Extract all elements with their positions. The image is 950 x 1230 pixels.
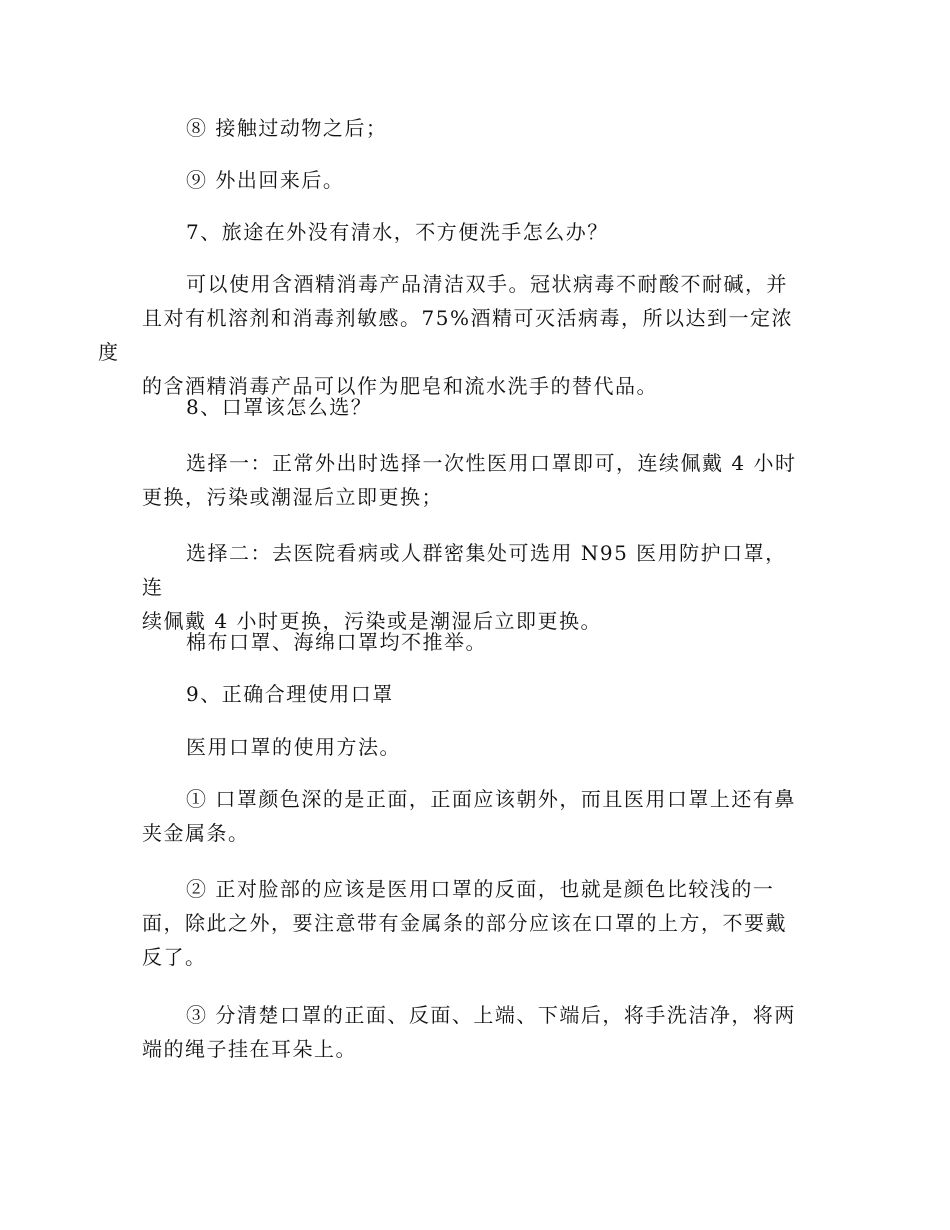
mask-option-one: [142, 446, 802, 514]
answer-paragraph-7: [98, 267, 802, 403]
question-heading-8: [142, 390, 802, 424]
usage-method-intro: [142, 730, 802, 764]
text-line: 更换，污染或潮湿后立即更换；: [142, 485, 443, 509]
mask-not-recommended: [142, 625, 802, 659]
text-line: 棉布口罩、海绵口罩均不推举。: [186, 630, 487, 654]
text-line: 医用口罩的使用方法。: [186, 735, 401, 759]
mask-option-two: [142, 536, 802, 638]
text-line: 8、口罩该怎么选？: [186, 395, 373, 419]
text-line: ② 正对脸部的应该是医用口罩的反面，也就是颜色比较浅的一: [186, 877, 775, 901]
usage-step-2: [142, 872, 802, 974]
text-line: 7、旅途在外没有清水，不方便洗手怎么办？: [186, 220, 609, 244]
list-item-after-touching-animals: [142, 111, 802, 145]
usage-step-1: [142, 782, 802, 850]
text-line: 面，除此之外，要注意带有金属条的部分应该在口罩的上方，不要戴: [142, 911, 787, 935]
text-line: ⑧ 接触过动物之后；: [186, 116, 388, 140]
text-line: ⑨ 外出回来后。: [186, 168, 345, 192]
text-line: 端的绳子挂在耳朵上。: [142, 1037, 357, 1061]
question-heading-9: [142, 677, 802, 711]
question-heading-7: [142, 215, 802, 249]
text-line: 续佩戴 4 小时更换，污染或是潮湿后立即更换。: [142, 609, 602, 633]
text-line: 的含酒精消毒产品可以作为肥皂和流水洗手的替代品。: [142, 374, 658, 398]
usage-step-3: [142, 998, 802, 1066]
text-line: ③ 分清楚口罩的正面、反面、上端、下端后，将手洗洁净，将两: [186, 1003, 796, 1027]
text-line: 选择二：去医院看病或人群密集处可选用 N95 医用防护口罩，连: [142, 541, 787, 599]
text-line: 夹金属条。: [142, 821, 250, 845]
text-line: 选择一：正常外出时选择一次性医用口罩即可，连续佩戴 4 小时: [186, 451, 797, 475]
text-line: ① 口罩颜色深的是正面，正面应该朝外，而且医用口罩上还有鼻: [186, 787, 796, 811]
text-line: 且对有机溶剂和消毒剂敏感。75%酒精可灭活病毒，所以达到一定浓度: [98, 306, 793, 364]
text-line: 反了。: [142, 945, 207, 969]
text-line: 可以使用含酒精消毒产品清洁双手。冠状病毒不耐酸不耐碱，并: [186, 272, 788, 296]
list-item-after-returning-home: [142, 163, 802, 197]
text-line: 9、正确合理使用口罩: [186, 682, 394, 706]
